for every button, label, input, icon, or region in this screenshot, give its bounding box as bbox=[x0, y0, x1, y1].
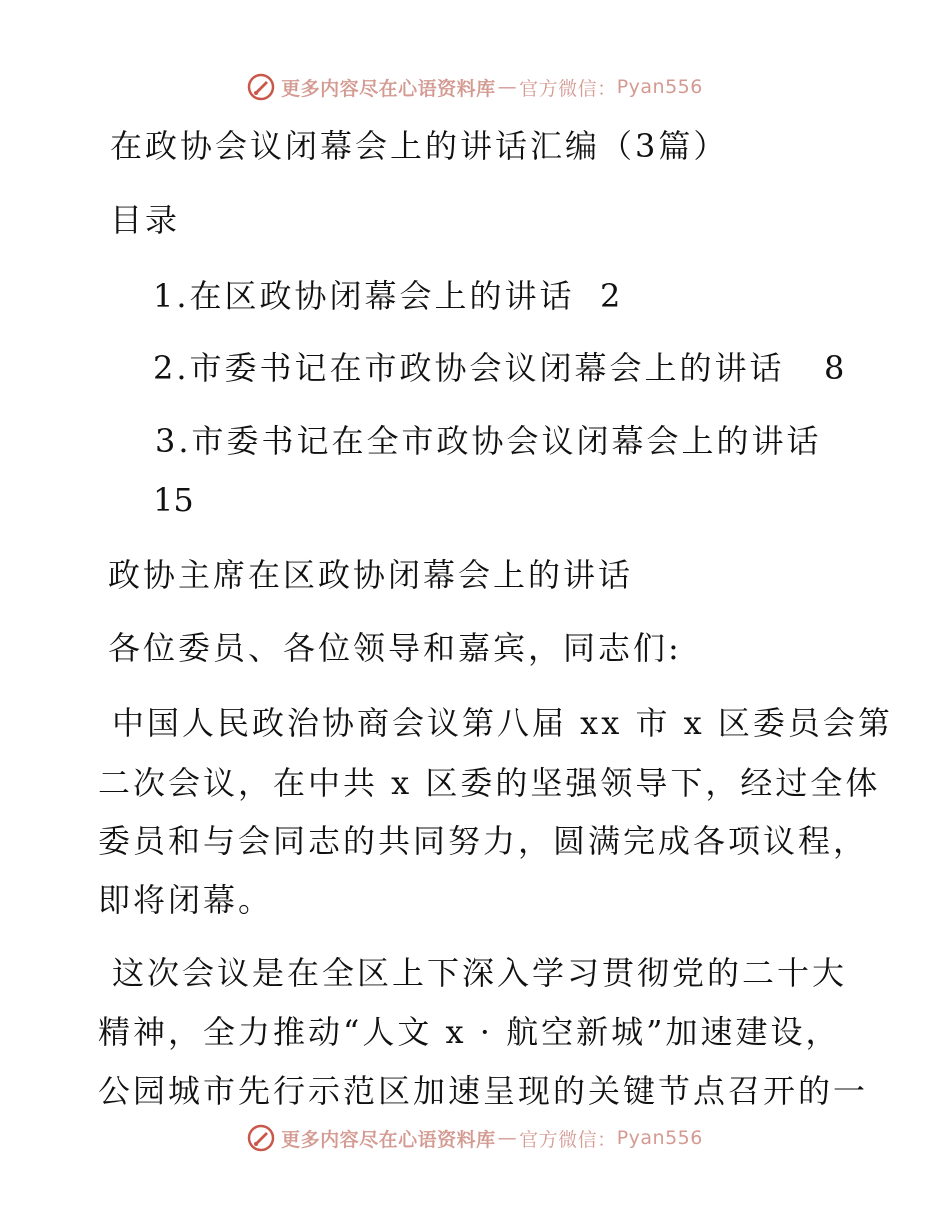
toc-item-3[interactable]: 3.市委书记在全市政协会议闭幕会上的讲话 bbox=[155, 422, 822, 460]
section-title: 政协主席在区政协闭幕会上的讲话 bbox=[108, 556, 634, 594]
para1-line-4: 即将闭幕。 bbox=[98, 881, 274, 919]
watermark-wechat-id: Pyan556 bbox=[616, 1127, 703, 1149]
toc-item-1[interactable]: 1.在区政协闭幕会上的讲话 bbox=[153, 277, 575, 315]
document-title: 在政协会议闭幕会上的讲话汇编（3篇） bbox=[110, 127, 729, 165]
salutation: 各位委员、各位领导和嘉宾，同志们: bbox=[108, 629, 682, 667]
para2-line-1: 这次会议是在全区上下深入学习贯彻党的二十大 bbox=[112, 954, 848, 992]
watermark-wechat-id: Pyan556 bbox=[616, 76, 703, 98]
para1-line-2: 二次会议，在中共 x 区委的坚强领导下，经过全体 bbox=[98, 764, 881, 802]
para1-line-1: 中国人民政治协商会议第八届 xx 市 x 区委员会第 bbox=[112, 704, 893, 742]
toc-heading: 目录 bbox=[110, 201, 181, 239]
toc-item-3-page: 15 bbox=[153, 481, 194, 519]
watermark-separator: — bbox=[497, 76, 518, 98]
watermark-wechat-label: 官方微信： bbox=[519, 1128, 617, 1151]
para1-line-3: 委员和与会同志的共同努力，圆满完成各项议程， bbox=[98, 822, 869, 860]
footer-watermark bbox=[0, 1124, 950, 1152]
para2-line-2: 精神，全力推动“人文 x · 航空新城”加速建设， bbox=[98, 1013, 841, 1051]
watermark-separator: — bbox=[497, 1127, 518, 1149]
brand-logo-icon bbox=[247, 1124, 275, 1152]
para2-line-3: 公园城市先行示范区加速呈现的关键节点召开的一 bbox=[98, 1072, 869, 1110]
brand-logo-icon bbox=[247, 73, 275, 101]
toc-item-2[interactable]: 2.市委书记在市政协会议闭幕会上的讲话 bbox=[153, 349, 785, 387]
watermark-wechat-label: 官方微信： bbox=[519, 77, 617, 100]
header-watermark bbox=[0, 73, 950, 101]
toc-item-2-page: 8 bbox=[824, 349, 845, 387]
watermark-brand-text: 更多内容尽在心语资料库 bbox=[281, 77, 496, 100]
toc-item-1-page: 2 bbox=[600, 277, 621, 315]
watermark-brand-text: 更多内容尽在心语资料库 bbox=[281, 1128, 496, 1151]
